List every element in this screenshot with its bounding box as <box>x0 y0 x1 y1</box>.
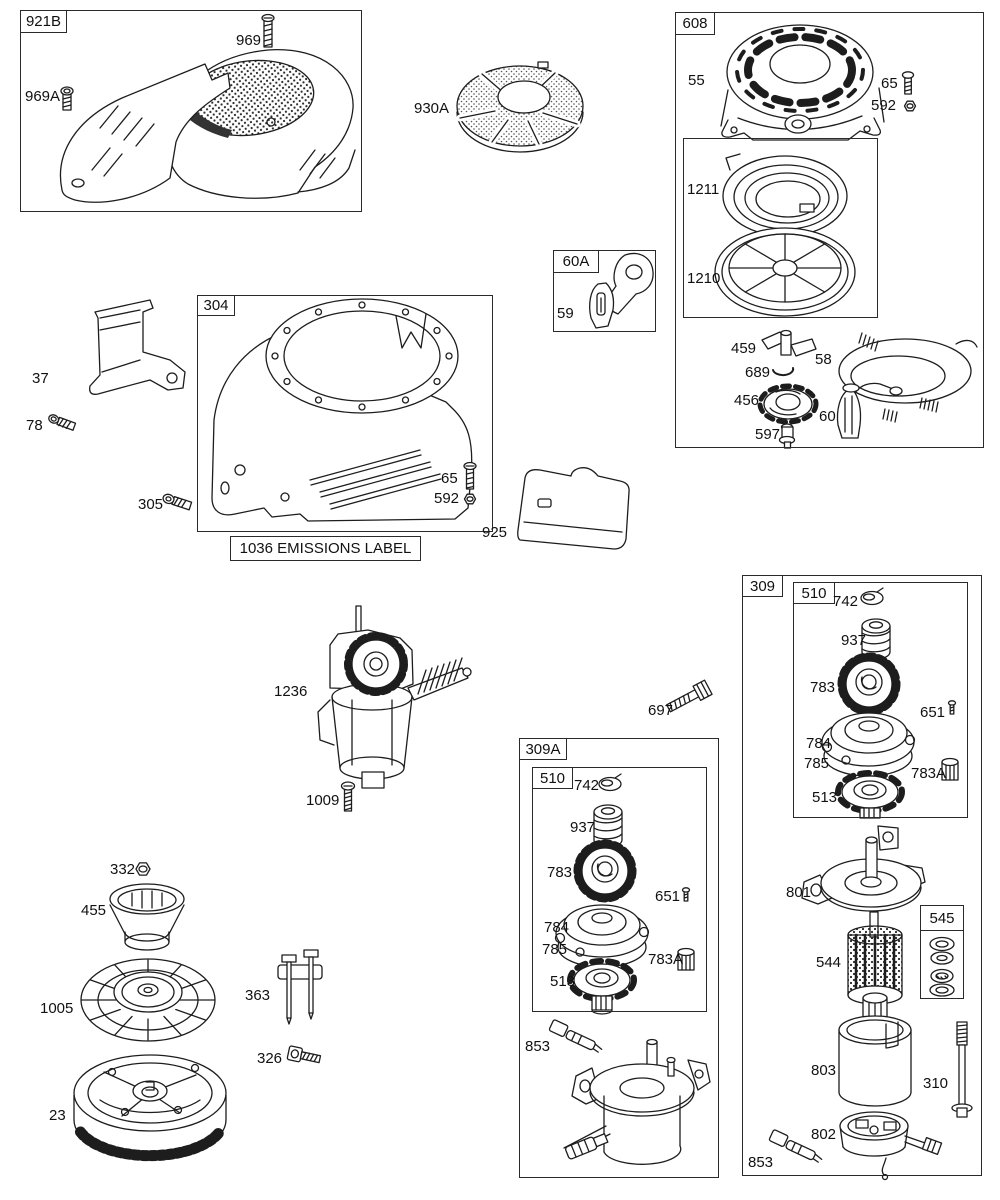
callout-65-608: 65 <box>881 75 898 92</box>
callout-802: 802 <box>811 1126 837 1143</box>
callout-783-309A: 783 <box>547 864 573 881</box>
callout-455: 455 <box>81 902 107 919</box>
callout-326: 326 <box>257 1050 283 1067</box>
screw-78-drawing <box>47 414 75 431</box>
section-label-60A: 60A <box>553 250 599 273</box>
callout-363: 363 <box>245 987 271 1004</box>
callout-60: 60 <box>819 408 836 425</box>
callout-784-309A: 784 <box>544 919 570 936</box>
callout-742-309: 742 <box>833 593 859 610</box>
callout-513-309: 513 <box>812 789 838 806</box>
callout-803: 803 <box>811 1062 837 1079</box>
callout-853-309A: 853 <box>525 1038 551 1055</box>
callout-23: 23 <box>49 1107 66 1124</box>
callout-801: 801 <box>786 884 812 901</box>
callout-592-304: 592 <box>434 490 460 507</box>
callout-37: 37 <box>32 370 49 387</box>
flywheel-23-drawing <box>74 1055 226 1158</box>
callout-783A-309A: 783A <box>648 951 684 968</box>
callout-783-309: 783 <box>810 679 836 696</box>
callout-58: 58 <box>815 351 832 368</box>
callout-592-608: 592 <box>871 97 897 114</box>
callout-969A: 969A <box>25 88 61 105</box>
section-label-510-in-309A: 510 <box>532 767 573 789</box>
section-box-510-in-309 <box>793 582 968 818</box>
callout-785-309A: 785 <box>542 941 568 958</box>
emissions-label: 1036 EMISSIONS LABEL <box>230 536 421 561</box>
callout-651-309A: 651 <box>655 888 681 905</box>
callout-513-309A: 513 <box>550 973 576 990</box>
callout-969: 969 <box>236 32 262 49</box>
fan-1005-drawing <box>81 959 215 1041</box>
screw-1009-drawing <box>342 782 355 811</box>
callout-459: 459 <box>731 340 757 357</box>
callout-597: 597 <box>755 426 781 443</box>
callout-65-304: 65 <box>441 470 458 487</box>
rotating-screen-drawing <box>457 62 583 152</box>
callout-742-309A: 742 <box>574 777 600 794</box>
screw-305-drawing <box>162 493 192 510</box>
section-label-510-in-309: 510 <box>793 582 835 604</box>
callout-305: 305 <box>138 496 164 513</box>
callout-55: 55 <box>688 72 705 89</box>
callout-544: 544 <box>816 954 842 971</box>
callout-930A: 930A <box>414 100 450 117</box>
callout-1210: 1210 <box>687 270 721 287</box>
callout-1005: 1005 <box>40 1000 74 1017</box>
callout-456: 456 <box>734 392 760 409</box>
callout-783A-309: 783A <box>911 765 947 782</box>
callout-689: 689 <box>745 364 771 381</box>
callout-697: 697 <box>648 702 674 719</box>
starter-cup-455-drawing <box>110 884 184 950</box>
callout-785-309: 785 <box>804 755 830 772</box>
section-label-304: 304 <box>197 295 235 316</box>
callout-59: 59 <box>557 305 574 322</box>
section-label-608: 608 <box>675 12 715 35</box>
callout-310: 310 <box>923 1075 949 1092</box>
section-label-921B: 921B <box>20 10 67 33</box>
section-label-309A: 309A <box>519 738 567 760</box>
callout-937-309A: 937 <box>570 819 596 836</box>
callout-651-309: 651 <box>920 704 946 721</box>
callout-332: 332 <box>110 861 136 878</box>
screw-326-drawing <box>287 1046 321 1066</box>
section-label-309: 309 <box>742 575 783 597</box>
section-box-921B <box>20 10 362 212</box>
callout-78: 78 <box>26 417 43 434</box>
heat-shield-37-drawing <box>90 300 185 394</box>
callout-853-309: 853 <box>748 1154 774 1171</box>
callout-1236: 1236 <box>274 683 308 700</box>
nut-332-drawing <box>136 863 150 875</box>
fan-retainer-363-drawing <box>278 950 322 1024</box>
callout-784-309: 784 <box>806 735 832 752</box>
callout-1009: 1009 <box>306 792 340 809</box>
callout-925: 925 <box>482 524 508 541</box>
section-label-545: 545 <box>920 905 964 931</box>
callout-937-309: 937 <box>841 632 867 649</box>
callout-1211: 1211 <box>687 181 720 198</box>
cover-guard-925-drawing <box>518 468 629 549</box>
electric-starter-assembly-drawing <box>318 606 471 788</box>
spring-pulley-sub-box <box>683 138 878 318</box>
